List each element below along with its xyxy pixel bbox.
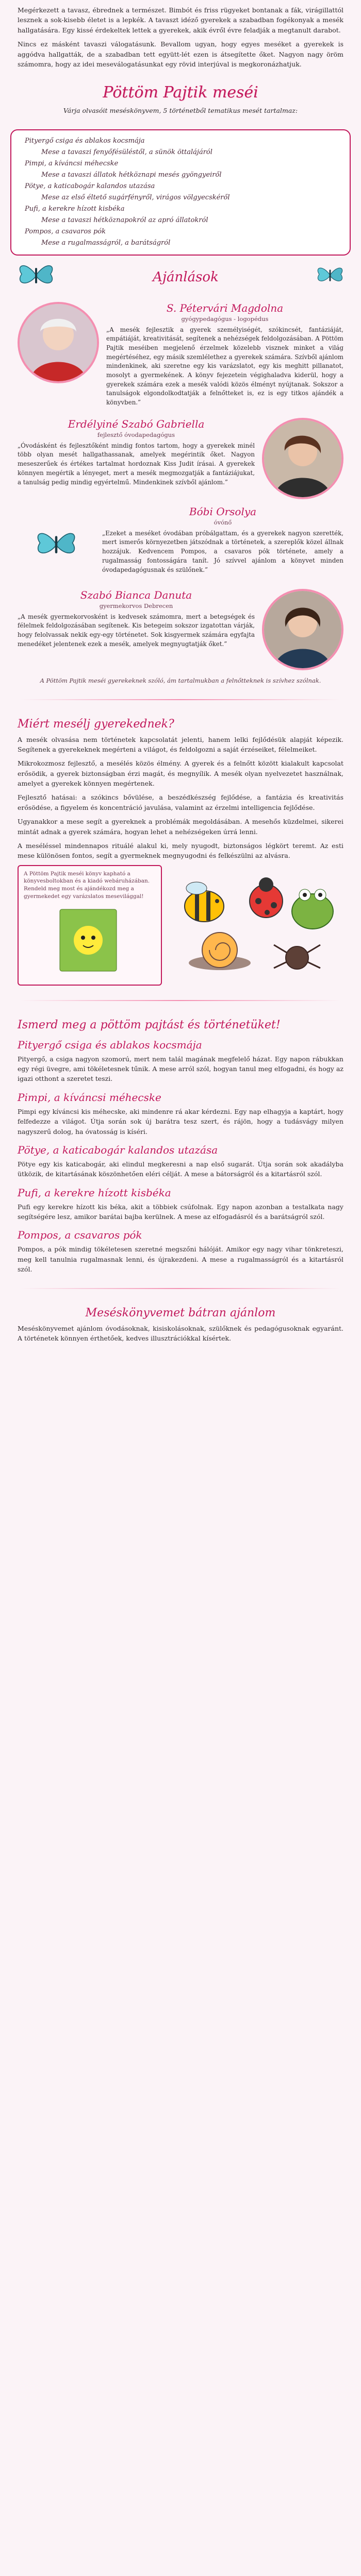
characters-title: Ismerd meg a pöttöm pajtást és történetüket! [18,1018,281,1031]
why-title: Miért mesélj gyerekednek? [18,717,174,731]
author-quote: „Ezeket a meséket óvodában próbálgattam, és a gyerekek nagyon szerették, mert ismerős környezetben játszódnak a történetek, a szereplők közel állnak hozzájuk. Kedvencem Pompos, a csavaros pók története, amely a rugalmasság fontosságára tanít. Jó szívvel ajánlom a könyvet minden óvodapedagógusnak és szülőnek.” [102,529,343,573]
promo-flyer[interactable] [18,865,162,986]
tales-title: Pöttöm Pajtik meséi [103,83,258,102]
author-quote: „A mesék gyermekorvosként is kedvesek számomra, mert a betegségek és félelmek feldolgozásában segítenek. Kis betegeim sokszor izgatottan várják, hogy felolvassak nekik egy-egy történetet. Sok kisgyermek számára egyfajta menedéket jelentenek ezek a mesék, amelyek megnyugtatják őket.” [18,613,255,648]
divider [21,1288,340,1289]
character-title: Pötye, a katicabogár kalandos utazása [18,1143,218,1156]
author-photo [18,302,99,383]
promo-text: A Pöttöm Pajtik meséi könyv kapható a könyvesboltokban és a kiadó webáruházában. Rendeld meg most és ajándékozd meg a gyermekedet egy varázslatos mesevilággal! [24,870,150,900]
character-text: Pityergő, a csiga nagyon szomorú, mert nem talál magának megfelelő házat. Egy napon rábukkan egy régi üvegre, ami tökéletesnek tűnik. A mese arról szól, hogyan tanul meg elfogadni, és hogy az igazi otthont a szeretet teszi. [18,1055,343,1083]
recommendation-card [18,505,343,583]
intro-paragraph-1: Megérkezett a tavasz, ébrednek a természet. Bimbót és friss rügyeket bontanak a fák, virágillattól lesznek a sok-kisebb életet is a lepkék. A tavaszt idéző gyerekek a szabadban fogékonyak a mesék hallgatására. Egy kissé érdekeltek lettek a gyerekek, akik évről évre feladják a megtanult darabot. [18,6,343,34]
recommendation-card [18,589,343,670]
author-name: Bóbi Orsolya [189,505,257,518]
intro-section [0,0,361,78]
why-paragraph: Fejlesztő hatásai: a szókincs bővülése, a beszédkészség fejlődése, a fantázia és kreativitás erősödése, a figyelem és koncentráció javulása, valamint az érzelmi intelligencia fejlődése. [18,793,343,811]
character-text: Pimpi egy kíváncsi kis méhecske, aki mindenre rá akar kérdezni. Egy nap elhagyja a kaptárt, hogy felfedezze a világot. Útja során sok új barátra tesz szert, és rájön, hogy a tudásvágy milyen nagyszerű dolog, ha óvatosság is kíséri. [18,1107,343,1136]
recommendation-card [18,418,343,499]
tale-item: Mese a tavaszi fenyőfésüléstől, a sünök öttalájáról [41,148,212,156]
author-name: Erdélyiné Szabó Gabriella [68,417,205,430]
intro-paragraph-2: Nincs ez másként tavaszi válogatásunk. Bevallom ugyan, hogy egyes meséket a gyerekek is aggódva hallgatták, de a szabadban tett együtt-lét ezen is átsegítette őket. Nagyon nagy öröm számomra, hogy az idei meseválogatásunkat egy rövid interjúval is megkoronázhatjuk. [18,40,343,68]
ladybug-icon [250,877,283,918]
author-name: Szabó Bianca Danuta [80,588,192,601]
tale-item: Mese a tavaszi hétköznapokról az apró állatokról [41,216,208,225]
author-photo [262,418,343,499]
tale-item: Pötye, a katicabogár kalandos utazása [25,182,155,190]
promo-area [18,865,343,986]
tale-item: Pimpi, a kíváncsi méhecske [25,159,119,167]
character-title: Pompos, a csavaros pók [18,1229,142,1242]
frog-icon [292,889,333,929]
tales-list [21,135,340,249]
insects-illustration [168,865,343,984]
outro-section [0,1293,361,1353]
author-role: óvónő [214,518,232,526]
tale-item: Mese az első éltető sugárfényről, virágos völgyecskéről [41,194,230,202]
author-role: fejlesztő óvodapedagógus [97,431,175,438]
recommendations-section [0,291,361,695]
outro-text: Meséskönyvemet ajánlom óvodásoknak, kisiskolásoknak, szülőknek és pedagógusoknak egyaránt. A történetek könnyen érthetőek, kedves illusztrációkkal kísértek. [18,1324,343,1342]
snail-icon [189,933,251,970]
recommendations-closing: A Pöttöm Pajtik meséi gyerekeknek szóló, ám tartalmukban a felnőtteknek is szívhez szólnak. [40,676,321,684]
butterfly-icon [33,527,79,561]
tale-item: Pufi, a kerekre hízott kisbéka [25,205,125,213]
author-quote: „Óvodásként és fejlesztőként mindig fontos tartom, hogy a gyerekek minél több olyan mesét hallgathassanak, amelyek megérintik őket. Nagyon meseszerűek és értékes tartalmat hordoznak Kiss Judit írásai. A gyerekek könnyen megértik a lényeget, mert a mesék megmozgatják a fantáziájukat, a tanulság pedig mindig egyértelmű. Mindenkinek szívből ajánlom.” [18,442,255,486]
recommendations-title: Ajánlások [153,269,219,285]
characters-section [0,1005,361,1284]
recommendation-card [18,302,343,412]
why-paragraph: A mesék olvasása nem történetek kapcsolatát jelenti, hanem lelki fejlődésük alapját képezik. Segítenek a gyerekeknek megérteni a világot, és feldolgozni a saját érzéseiket, félelmeiket. [18,735,343,753]
character-title: Pityergő csiga és ablakos kocsmája [18,1038,202,1051]
outro-title: Meséskönyvemet bátran ajánlom [85,1306,276,1319]
author-role: gyógypedagógus - logopédus [181,315,269,323]
character-text: Pompos, a pók mindig tökéletesen szeretné megszőni hálóját. Amikor egy nagy vihar tönkreteszi, meg kell tanulnia rugalmasnak lenni, és újrakezdeni. A mese a rugalmasságról és a kitartásról szól. [18,1245,343,1274]
why-section [0,704,361,996]
tale-item: Pityergő csiga és ablakos kocsmája [25,137,145,145]
why-paragraph: Ugyanakkor a mese segít a gyereknek a problémák megoldásában. A mesehős küzdelmei, sikerei mintát adnak a gyerek számára, hogyan lehet a nehézségeken úrrá lenni. [18,818,343,836]
tale-item: Mese a rugalmasságról, a barátságról [41,239,171,247]
character-text: Pötye egy kis katicabogár, aki elindul megkeresni a nap első sugarát. Útja során sok akadályba ütközik, de kitartásának köszönhetően eléri célját. A mese a bátorságról és a kitartásról szól. [18,1160,343,1178]
tales-box [10,129,351,256]
why-paragraph: A meséléssel mindennapos rituálé alakul ki, mely nyugodt, biztonságos légkört teremt. Az esti mese különösen fontos, segít a gyermeknek megnyugodni és felkészülni az alvásra. [18,841,343,860]
tales-lead: Várja olvasóit meséskönyvem, 5 történetből tematikus mesét tartalmaz: [63,107,298,115]
butterfly-icon [315,263,346,286]
spider-icon [274,945,320,969]
author-photo [262,589,343,670]
author-role: gyermekorvos Debrecen [99,602,173,609]
divider [21,699,340,700]
tale-item: Pompos, a csavaros pók [25,228,106,236]
author-name: S. Pétervári Magdolna [166,301,284,314]
character-title: Pufi, a kerekre hízott kisbéka [18,1186,171,1199]
divider [21,1000,340,1001]
character-text: Pufi egy kerekre hízott kis béka, akit a többiek csúfolnak. Egy napon azonban a testalkata nagy segítségére lesz, amikor barátai bajba kerülnek. A mese az elfogadásról és a barátságról szól. [18,1202,343,1221]
butterfly-icon [15,261,57,289]
bee-icon [185,882,224,922]
butterfly-row [0,260,361,291]
why-paragraph: Mikrokozmosz fejlesztő, a mesélés közös élmény. A gyerek és a felnőtt között kialakult kapcsolat erősödik, a gyerek biztonságban érzi magát, és megnyílik. A mesék olyan nyelvezetet használnak, amelyet a gyerekek könnyen megértenek. [18,759,343,788]
author-quote: „A mesék fejlesztik a gyerek személyiségét, szókincsét, fantáziáját, empátiáját, kreativitását, segítenek a nehézségek feldolgozásában. A Pöttöm Pajtik meséiben megjelenő érzelmek közelebb visznek minket a világ megértéséhez, egy másik szemlélethez a gyerekek számára. Szívből ajánlom mindenkinek, aki szeretne egy kis varázslatot, egy kis meghitt pillanatot, mosolyt a gyermekének. A könyv fejezetein végighaladva kiderül, hogy a gyerekek számára ezek a mesék valódi közös élményt nyújtanak. Sokszor a tanulságok elgondolkodtatják a felnőtteket is, ez is egy titkos ajándék a könyvben.” [106,326,343,406]
tale-item: Mese a tavaszi állatok hétköznapi mesés gyöngyeiről [41,171,222,179]
book-cover-illustration [19,904,161,976]
character-title: Pimpi, a kíváncsi méhecske [18,1091,161,1104]
